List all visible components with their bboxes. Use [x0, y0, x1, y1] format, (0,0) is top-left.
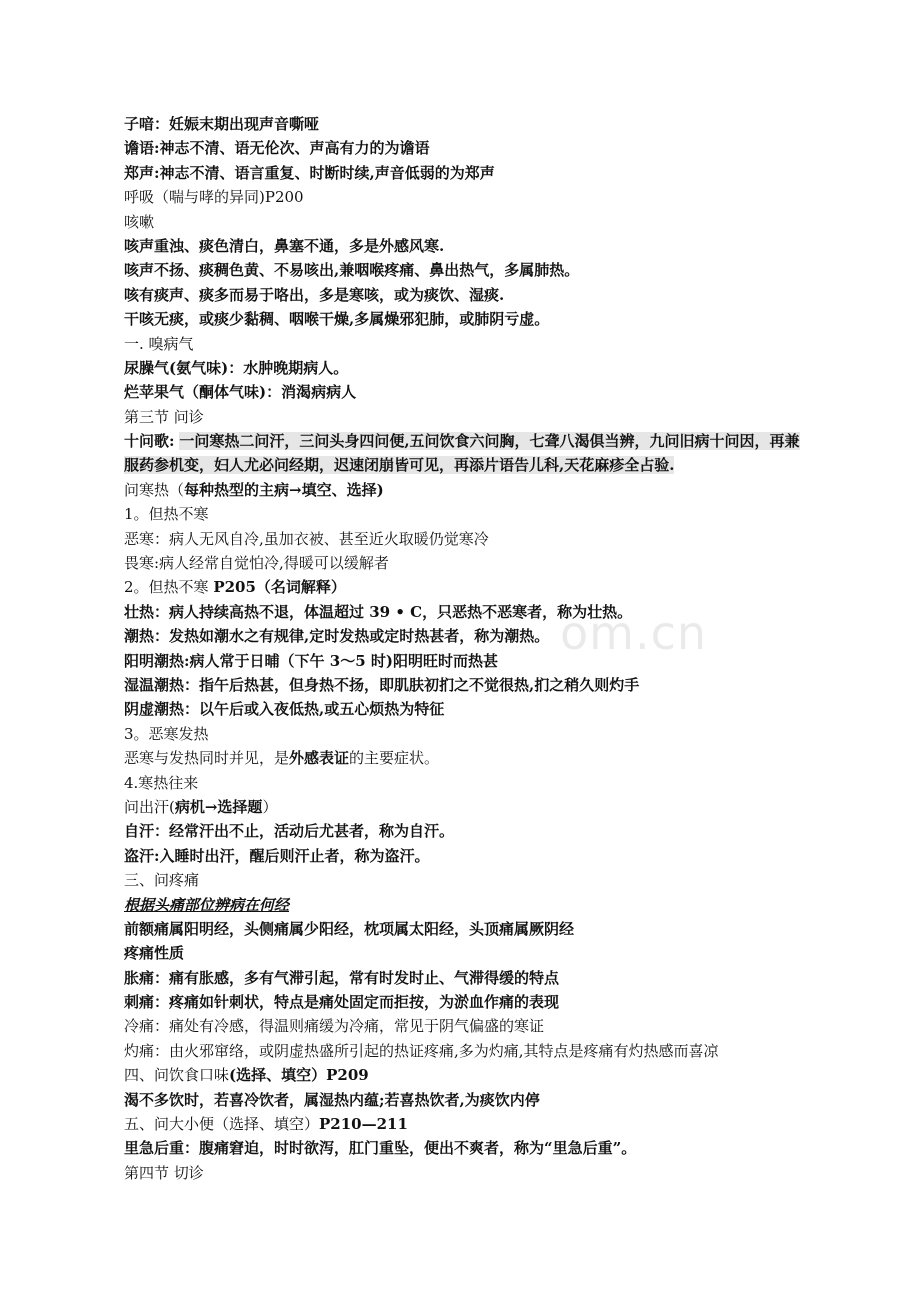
document-body: [124, 112, 814, 1185]
line-wenyinshi: 四、问饮食口味(选择、填空）P209: [124, 1066, 369, 1085]
line-tengtong-xingzhi: 疼痛性质: [124, 944, 185, 963]
shiwenge-text: 一问寒热二问汗，三问头身四问便,五问饮食六问胸，七聋八渴俱当辨，九问旧病十问因，再兼服药参机变，妇人尤必问经期，迟速闭崩皆可见，再添片语告儿科,天花麻疹全占验.: [124, 432, 800, 475]
line-wuhan: 恶寒：病人无风自冷,虽加衣被、甚至近火取暖仍觉寒冷: [124, 529, 489, 548]
line-kesou-2: 咳声不扬、痰稠色黄、不易咳出,兼咽喉疼痛、鼻出热气，多属肺热。: [124, 261, 580, 280]
line-citong: 刺痛：疼痛如针刺状，特点是痛处固定而拒按，为淤血作痛的表现: [124, 993, 560, 1012]
line-niaosaoqi: 尿臊气(氨气味)：水肿晚期病人。: [124, 358, 349, 377]
line-weihan: 畏寒:病人经常自觉怕冷,得暖可以缓解者: [124, 554, 389, 573]
line-kesou-1: 咳声重浊、痰色清白，鼻塞不通，多是外感风寒.: [124, 236, 445, 255]
line-zhanyu: 谵语:神志不清、语无伦次、声高有力的为谵语: [124, 139, 430, 158]
line-chaore: 潮热：发热如潮水之有规律,定时发热或定时热甚者，称为潮热。: [124, 627, 550, 646]
line-kesou-4: 干咳无痰，或痰少黏稠、咽喉干燥,多属燥邪犯肺，或肺阴亏虚。: [124, 310, 550, 329]
line-toutong-jing: 前额痛属阳明经，头侧痛属少阳经，枕项属太阳经，头顶痛属厥阴经: [124, 919, 575, 938]
line-hanre-wanglai: 4.寒热往来: [124, 773, 199, 792]
line-lijihouzhong: 里急后重：腹痛窘迫，时时欲泻，肛门重坠，便出不爽者，称为“里急后重”。: [124, 1139, 637, 1158]
line-shiwenge: [124, 429, 814, 478]
section-title-wenzhen: 第三节 问诊: [124, 407, 204, 426]
line-zhuotong: 灼痛：由火邪窜络，或阴虚热盛所引起的热证疼痛,多为灼痛,其特点是疼痛有灼热感而喜凉: [124, 1041, 719, 1060]
line-daohan: 盗汗:入睡时出汗，醒后则汗止者，称为盗汗。: [124, 846, 430, 865]
line-kebuduoyin: 渴不多饮时，若喜冷饮者，属湿热内蕴;若喜热饮者,为痰饮内停: [124, 1090, 540, 1109]
line-wendaxiaobian: 五、问大小便（选择、填空）P210—211: [124, 1115, 408, 1134]
line-danre-buhan-1: 1。但热不寒: [124, 505, 209, 524]
line-kesou-heading: 咳嗽: [124, 212, 155, 231]
line-wenchuhan: 问出汗(病机→选择题）: [124, 797, 278, 816]
section-title-qiezhen: 第四节 切诊: [124, 1163, 204, 1182]
line-zhengsheng: 郑声:神志不清、语言重复、时断时续,声音低弱的为郑声: [124, 163, 495, 182]
line-ziyin: 子喑：妊娠末期出现声音嘶哑: [124, 115, 320, 133]
watermark: om.cn: [560, 606, 708, 660]
line-yinxu-chaore: 阴虚潮热：以午后或入夜低热,或五心烦热为特征: [124, 700, 445, 719]
line-toutong-buwei: 根据头痛部位辨病在何经: [124, 895, 290, 914]
line-shiwen-chaore: 湿温潮热：指午后热甚，但身热不扬，即肌肤初扪之不觉很热,扪之稍久则灼手: [124, 676, 640, 694]
line-wenhanre: 问寒热（每种热型的主病→填空、选择): [124, 480, 384, 499]
line-zihan: 自汗：经常汗出不止，活动后尤甚者，称为自汗。: [124, 822, 455, 841]
line-zhangtong: 胀痛：痛有胀感，多有气滞引起，常有时发时止、气滞得缓的特点: [124, 968, 560, 987]
line-lanpingguoqi: 烂苹果气（酮体气味)：消渴病病人: [124, 383, 357, 402]
line-zhuangre: 壮热：病人持续高热不退，体温超过 39 • C，只恶热不恶寒者，称为壮热。: [124, 602, 633, 621]
shiwenge-label: 十问歌:: [124, 432, 175, 451]
line-lengtong: 冷痛：痛处有冷感，得温则痛缓为冷痛，常见于阴气偏盛的寒证: [124, 1017, 545, 1036]
line-danre-buhan-2: 2。但热不寒 P205（名词解释）: [124, 578, 346, 597]
line-waigan-biaozheng: 恶寒与发热同时并见，是外感表证的主要症状。: [124, 749, 440, 768]
line-wuhan-fare: 3。恶寒发热: [124, 724, 209, 743]
line-huxi: 呼吸（喘与哮的异同)P200: [124, 188, 304, 207]
line-wentengtong: 三、问疼痛: [124, 871, 200, 890]
line-xiubingqi-heading: 一. 嗅病气: [124, 334, 194, 353]
line-yangming-chaore: 阳明潮热:病人常于日晡（下午 3～5 时)阳明旺时而热甚: [124, 651, 498, 670]
line-kesou-3: 咳有痰声、痰多而易于咯出，多是寒咳，或为痰饮、湿痰.: [124, 285, 505, 304]
